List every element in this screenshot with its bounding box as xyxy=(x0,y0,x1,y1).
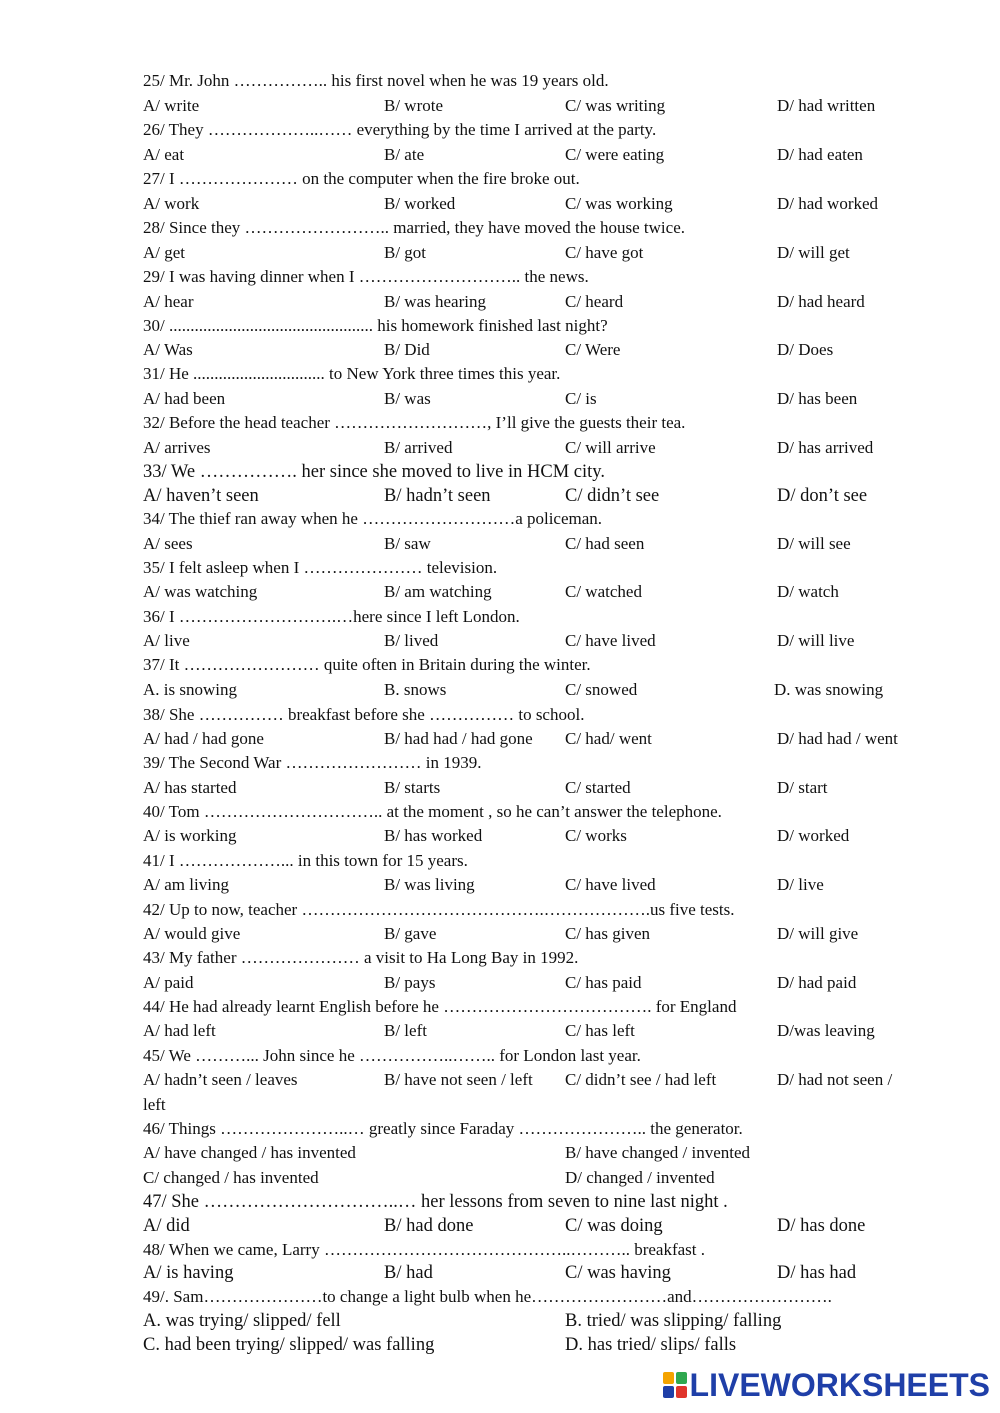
option-d[interactable]: D/was leaving xyxy=(777,1021,875,1040)
option-b[interactable]: B/ lived xyxy=(384,631,439,650)
option-c[interactable]: C/ have lived xyxy=(565,631,656,650)
option-a[interactable]: A/ Was xyxy=(143,340,193,359)
option-d[interactable]: D/ will live xyxy=(777,631,855,650)
option-c[interactable]: C/ has left xyxy=(565,1021,635,1040)
option-a[interactable]: A/ arrives xyxy=(143,438,211,457)
question-stem: 32/ Before the head teacher ………………………, I’ll give the guests their tea. xyxy=(143,413,686,432)
question-stem: 46/ Things …………………..… greatly since Faraday ………………….. the generator. xyxy=(143,1119,743,1138)
question-stem: 25/ Mr. John …………….. his first novel when he was 19 years old. xyxy=(143,71,609,90)
option-c[interactable]: C/ has given xyxy=(565,924,650,943)
option-b[interactable]: B/ arrived xyxy=(384,438,453,457)
option-a[interactable]: A/ haven’t seen xyxy=(143,486,259,506)
option-b[interactable]: B/ wrote xyxy=(384,96,444,115)
option-c[interactable]: C/ was working xyxy=(565,194,673,213)
option-d[interactable]: D/ will see xyxy=(777,534,851,553)
logo-text: LIVEWORKSHEETS xyxy=(689,1366,990,1403)
question-stem: 48/ When we came, Larry ……………………………………..……….. breakfast . xyxy=(143,1240,705,1259)
option-a[interactable]: A/ is working xyxy=(143,826,237,845)
question-stem: 26/ They ………………..…… everything by the time I arrived at the party. xyxy=(143,120,657,139)
option-b[interactable]: B/ had done xyxy=(384,1216,474,1236)
question-stem: 28/ Since they …………………….. married, they have moved the house twice. xyxy=(143,218,685,237)
question-stem: 42/ Up to now, teacher …………………………………….……………….us five tests. xyxy=(143,900,735,919)
option-c[interactable]: C/ didn’t see xyxy=(565,486,660,506)
question-stem: 40/ Tom ………………………….. at the moment , so he can’t answer the telephone. xyxy=(143,802,722,821)
option-a[interactable]: A/ work xyxy=(143,194,200,213)
option-d[interactable]: D/ had written xyxy=(777,96,876,115)
option-c[interactable]: C/ have got xyxy=(565,243,644,262)
question-stem: 29/ I was having dinner when I ……………………….. the news. xyxy=(143,267,589,286)
option-a[interactable]: A/ was watching xyxy=(143,582,258,601)
option-d[interactable]: D/ watch xyxy=(777,582,839,601)
option-a[interactable]: A. was trying/ slipped/ fell xyxy=(143,1311,341,1331)
option-d[interactable]: D/ had had / went xyxy=(777,729,898,748)
option-b[interactable]: B/ hadn’t seen xyxy=(384,486,491,506)
option-d[interactable]: D/ worked xyxy=(777,826,850,845)
option-a[interactable]: A/ have changed / has invented xyxy=(143,1143,356,1162)
option-d[interactable]: D. was snowing xyxy=(774,680,884,699)
question-stem: 37/ It …………………… quite often in Britain during the winter. xyxy=(143,655,591,674)
option-a[interactable]: A/ is having xyxy=(143,1263,234,1283)
option-a[interactable]: A/ hadn’t seen / leaves xyxy=(143,1070,298,1089)
option-d[interactable]: D/ Does xyxy=(777,340,834,359)
option-a[interactable]: A/ would give xyxy=(143,924,241,943)
option-d[interactable]: D/ has been xyxy=(777,389,858,408)
option-b[interactable]: B/ had xyxy=(384,1263,433,1283)
option-c[interactable]: C/ is xyxy=(565,389,597,408)
option-d[interactable]: D/ had not seen / xyxy=(777,1070,893,1089)
option-b[interactable]: B/ was living xyxy=(384,875,475,894)
question-stem: 43/ My father ………………… a visit to Ha Long Bay in 1992. xyxy=(143,948,579,967)
option-b[interactable]: B/ Did xyxy=(384,340,430,359)
question-stem: 39/ The Second War …………………… in 1939. xyxy=(143,753,482,772)
option-a[interactable]: A/ had / had gone xyxy=(143,729,264,748)
option-c[interactable]: C/ was writing xyxy=(565,96,666,115)
option-b[interactable]: B/ have changed / invented xyxy=(565,1143,751,1162)
option-c[interactable]: C/ has paid xyxy=(565,973,642,992)
question-stem: 47/ She …………………………..… her lessons from seven to nine last night . xyxy=(143,1192,728,1212)
option-a[interactable]: A/ write xyxy=(143,96,200,115)
option-b[interactable]: B/ gave xyxy=(384,924,437,943)
option-d[interactable]: D. has tried/ slips/ falls xyxy=(565,1335,737,1355)
option-d[interactable]: D/ has arrived xyxy=(777,438,874,457)
option-d[interactable]: D/ will give xyxy=(777,924,859,943)
option-d[interactable]: D/ had worked xyxy=(777,194,879,213)
option-d[interactable]: D/ had eaten xyxy=(777,145,863,164)
option-a[interactable]: A. is snowing xyxy=(143,680,237,699)
option-c[interactable]: C/ snowed xyxy=(565,680,638,699)
option-b[interactable]: B/ had had / had gone xyxy=(384,729,533,748)
option-d[interactable]: D/ changed / invented xyxy=(565,1168,715,1187)
option-b[interactable]: B/ have not seen / left xyxy=(384,1070,533,1089)
option-b[interactable]: B/ starts xyxy=(384,778,441,797)
option-c[interactable]: C/ will arrive xyxy=(565,438,656,457)
option-b[interactable]: B. snows xyxy=(384,680,447,699)
option-c[interactable]: C/ was having xyxy=(565,1263,671,1283)
option-a[interactable]: A/ live xyxy=(143,631,190,650)
option-c[interactable]: C/ had seen xyxy=(565,534,645,553)
option-b[interactable]: B/ ate xyxy=(384,145,425,164)
option-c[interactable]: C/ changed / has invented xyxy=(143,1168,319,1187)
option-b[interactable]: B/ worked xyxy=(384,194,456,213)
option-a[interactable]: A/ paid xyxy=(143,973,194,992)
question-stem: 35/ I felt asleep when I ………………… television. xyxy=(143,558,498,577)
option-d[interactable]: D/ start xyxy=(777,778,828,797)
option-d[interactable]: D/ live xyxy=(777,875,824,894)
option-d[interactable]: D/ don’t see xyxy=(777,486,868,506)
question-stem: 45/ We ………... John since he ……………..…….. for London last year. xyxy=(143,1046,641,1065)
option-d[interactable]: D/ had heard xyxy=(777,292,865,311)
question-stem: 30/ ................................................ his homework finished last night? xyxy=(143,316,608,335)
option-a[interactable]: A/ sees xyxy=(143,534,193,553)
option-b[interactable]: B/ has worked xyxy=(384,826,483,845)
option-d[interactable]: D/ had paid xyxy=(777,973,857,992)
question-stem: 27/ I ………………… on the computer when the fire broke out. xyxy=(143,169,580,188)
option-b[interactable]: B/ was hearing xyxy=(384,292,486,311)
option-c[interactable]: C. had been trying/ slipped/ was falling xyxy=(143,1335,435,1355)
question-stem: 41/ I ………………... in this town for 15 years. xyxy=(143,851,468,870)
option-b[interactable]: B. tried/ was slipping/ falling xyxy=(565,1311,782,1331)
option-d[interactable]: D/ has done xyxy=(777,1216,866,1236)
option-c[interactable]: C/ started xyxy=(565,778,631,797)
option-a[interactable]: A/ did xyxy=(143,1216,190,1236)
option-a[interactable]: A/ has started xyxy=(143,778,237,797)
option-b[interactable]: B/ pays xyxy=(384,973,436,992)
liveworksheets-logo-icon xyxy=(662,1371,688,1399)
option-b[interactable]: B/ left xyxy=(384,1021,427,1040)
option-d[interactable]: D/ has had xyxy=(777,1263,857,1283)
liveworksheets-logo xyxy=(662,1367,990,1403)
option-a[interactable]: A/ hear xyxy=(143,292,194,311)
option-c[interactable]: C/ didn’t see / had left xyxy=(565,1070,717,1089)
question-stem: 34/ The thief ran away when he ………………………a policeman. xyxy=(143,509,603,528)
question-stem: 49/. Sam…………………to change a light bulb when he……………………and……………………. xyxy=(143,1287,832,1306)
option-c[interactable]: C/ heard xyxy=(565,292,624,311)
option-c[interactable]: C/ had/ went xyxy=(565,729,652,748)
question-stem: 44/ He had already learnt English before he ………………………………. for England xyxy=(143,997,737,1016)
question-stem: 31/ He ............................... to New York three times this year. xyxy=(143,364,561,383)
question-stem: 33/ We ……………. her since she moved to live in HCM city. xyxy=(143,462,605,482)
option-b[interactable]: B/ was xyxy=(384,389,431,408)
option-b[interactable]: B/ got xyxy=(384,243,427,262)
option-d-continuation: left xyxy=(143,1095,166,1114)
option-b[interactable]: B/ am watching xyxy=(384,582,492,601)
option-c[interactable]: C/ was doing xyxy=(565,1216,663,1236)
option-a[interactable]: A/ am living xyxy=(143,875,229,894)
option-a[interactable]: A/ get xyxy=(143,243,186,262)
option-b[interactable]: B/ saw xyxy=(384,534,431,553)
option-c[interactable]: C/ have lived xyxy=(565,875,656,894)
option-a[interactable]: A/ eat xyxy=(143,145,185,164)
option-d[interactable]: D/ will get xyxy=(777,243,850,262)
option-c[interactable]: C/ watched xyxy=(565,582,642,601)
option-a[interactable]: A/ had left xyxy=(143,1021,216,1040)
question-stem: 38/ She …………… breakfast before she …………… to school. xyxy=(143,705,585,724)
option-c[interactable]: C/ Were xyxy=(565,340,621,359)
option-a[interactable]: A/ had been xyxy=(143,389,226,408)
question-stem: 36/ I ……………………….…here since I left London. xyxy=(143,607,520,626)
option-c[interactable]: C/ works xyxy=(565,826,627,845)
option-c[interactable]: C/ were eating xyxy=(565,145,665,164)
